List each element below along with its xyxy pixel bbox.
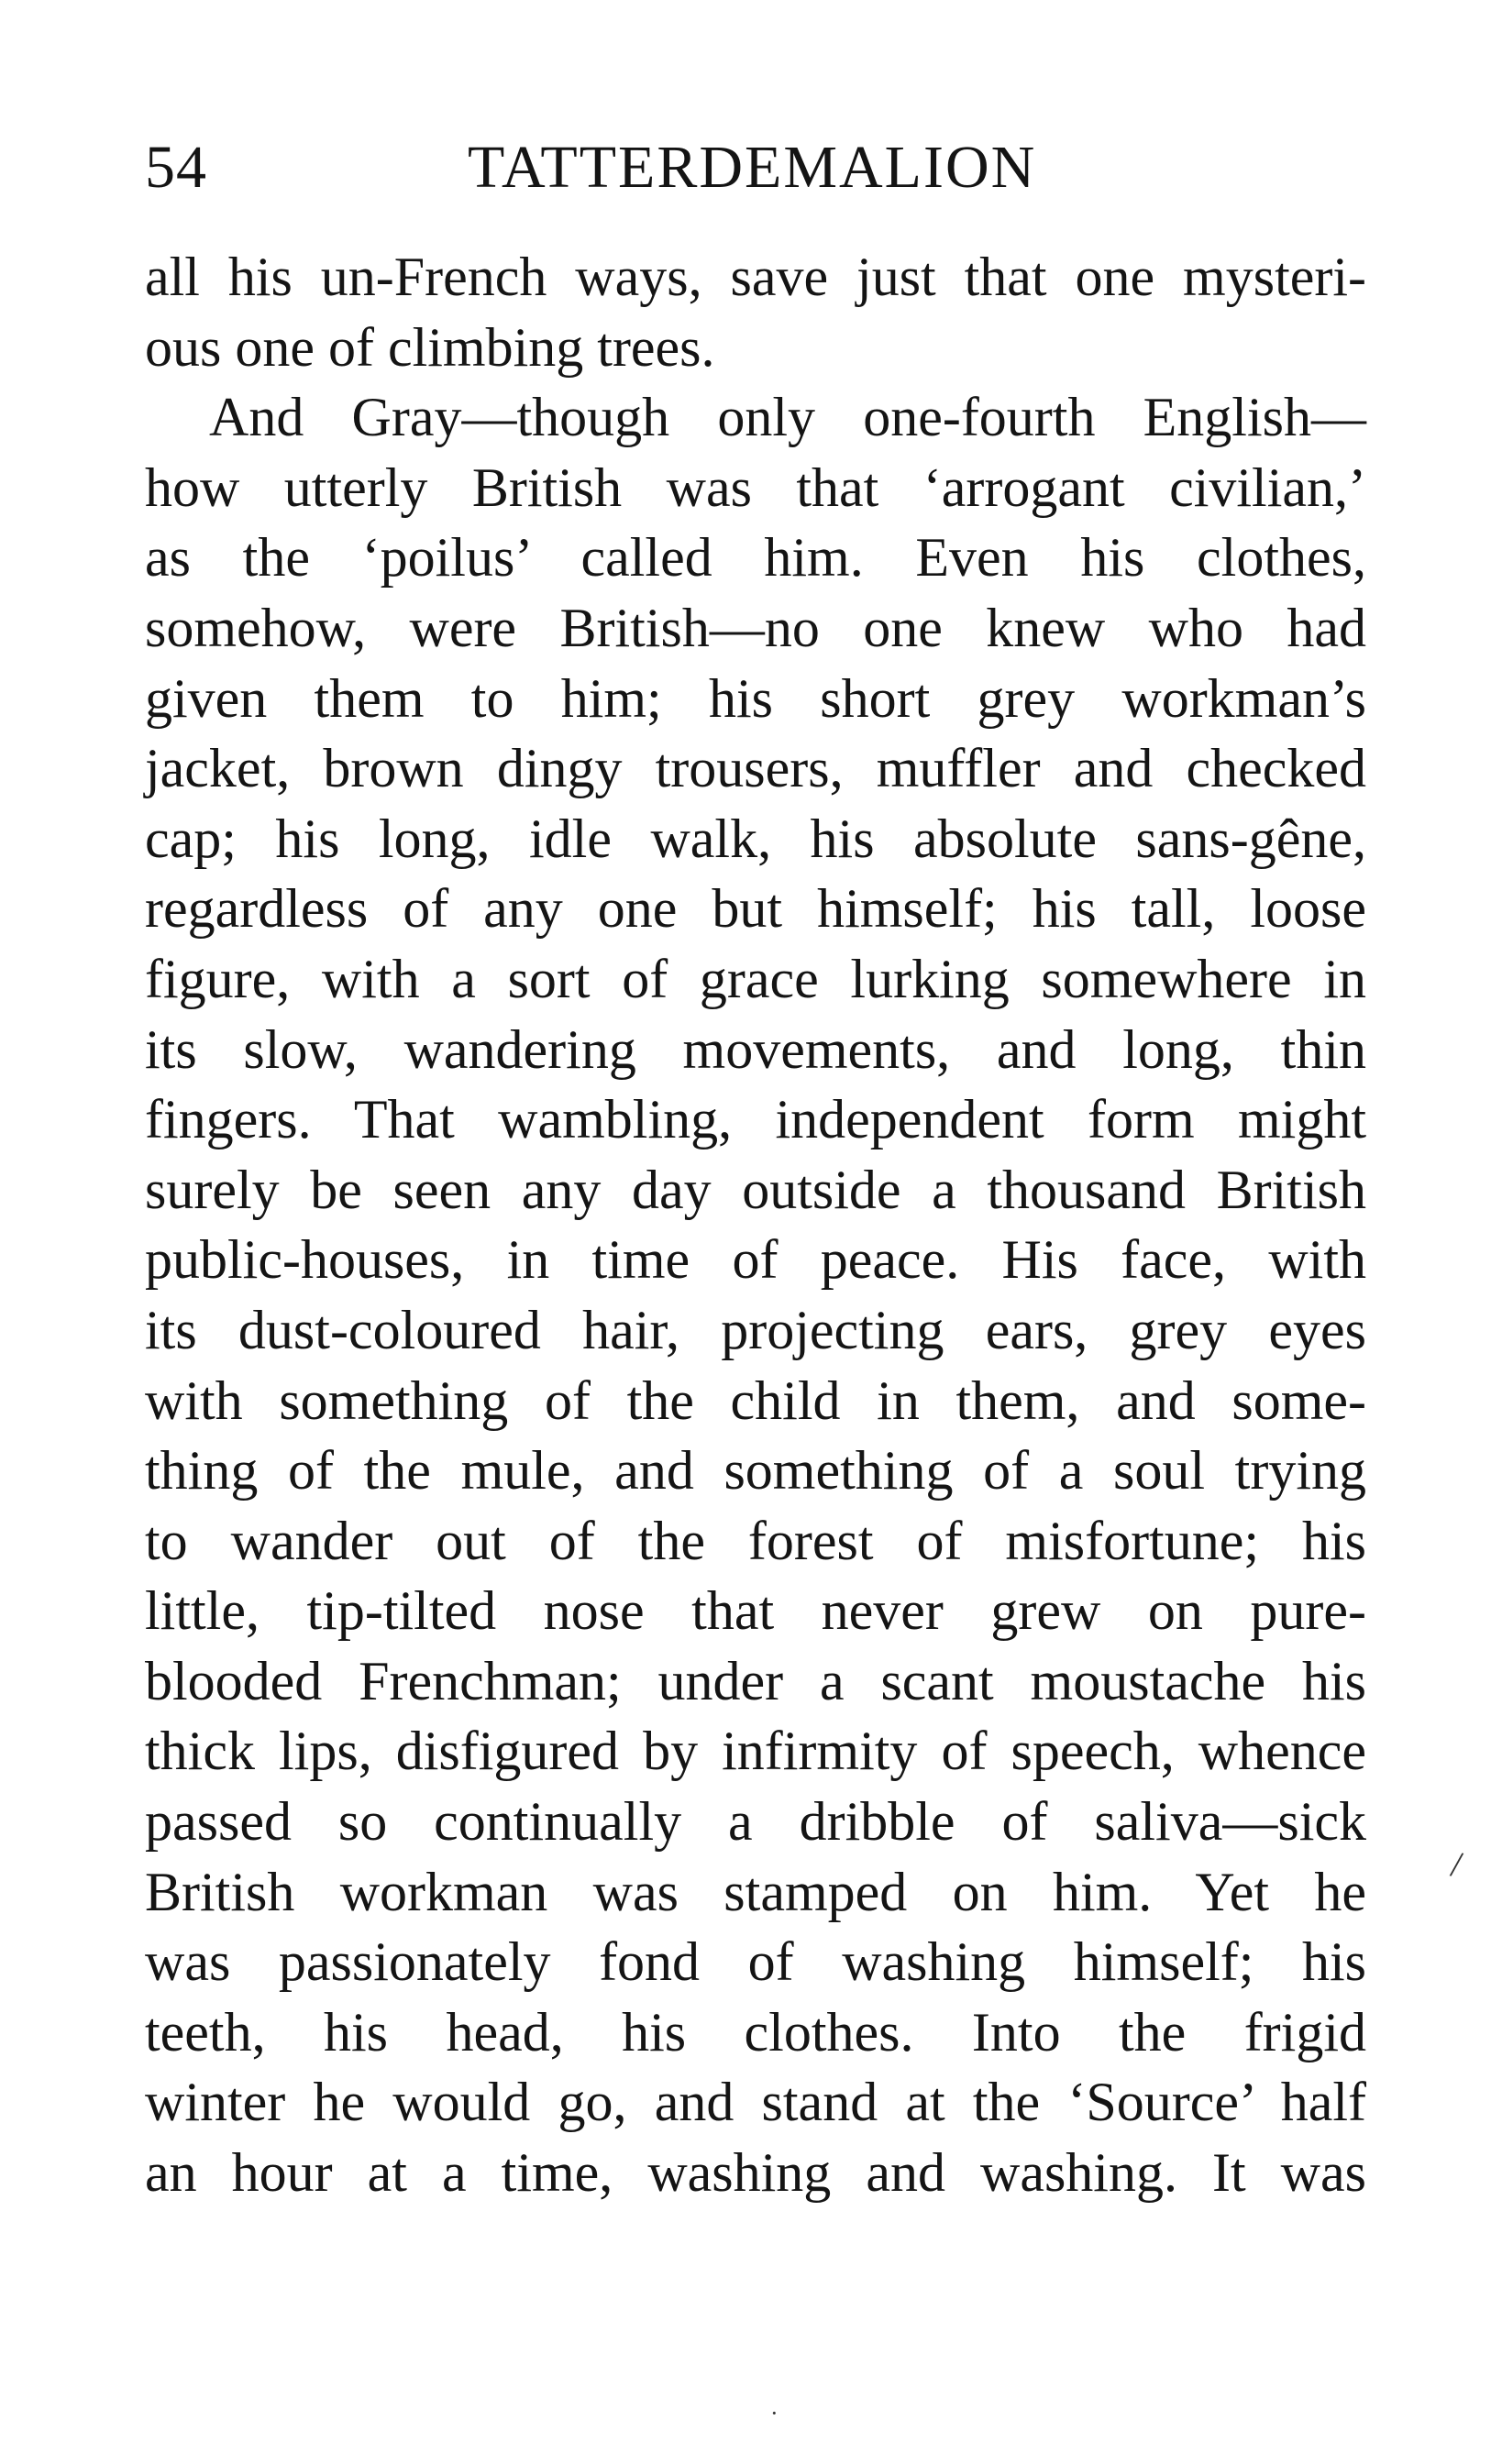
text-line: surely be seen any day outside a thousand British <box>145 1159 1366 1220</box>
text-line: thick lips, disfigured by infirmity of speech, whence <box>145 1721 1366 1782</box>
page-number: 54 <box>145 134 207 201</box>
text-line: And Gray—though only one-fourth English— <box>209 387 1366 448</box>
text-line: an hour at a time, washing and washing. It was <box>145 2142 1366 2204</box>
running-title: TATTERDEMALION <box>468 134 1037 201</box>
text-line: blooded Frenchman; under a scant moustache his <box>145 1650 1366 1711</box>
text-line: was passionately fond of washing himself; his <box>145 1931 1366 1993</box>
text-line: ous one of climbing trees. <box>145 316 715 378</box>
text-line: to wander out of the forest of misfortune; his <box>145 1510 1366 1571</box>
text-line: given them to him; his short grey workman’s <box>145 667 1366 729</box>
stray-mark: · <box>770 2400 779 2426</box>
body-text <box>145 242 1366 2208</box>
text-line: jacket, brown dingy trousers, muffler and checked <box>145 738 1366 799</box>
text-line: all his un-French ways, save just that one mysteri- <box>145 247 1366 307</box>
text-line: its slow, wandering movements, and long, thin <box>145 1018 1366 1080</box>
text-line: teeth, his head, his clothes. Into the frigid <box>145 2001 1366 2062</box>
text-line: passed so continually a dribble of saliva—sick <box>145 1791 1366 1853</box>
text-line: regardless of any one but himself; his tall, loose <box>145 878 1366 940</box>
page-header <box>145 126 1364 209</box>
text-line: fingers. That wambling, independent form might <box>145 1089 1366 1150</box>
text-line: cap; his long, idle walk, his absolute sans-gêne, <box>145 808 1366 869</box>
text-line: how utterly British was that ‘arrogant civilian,’ <box>145 456 1366 518</box>
text-line: its dust-coloured hair, projecting ears, grey eyes <box>145 1299 1366 1360</box>
text-line: public-houses, in time of peace. His face, with <box>145 1229 1366 1291</box>
text-line: figure, with a sort of grace lurking somewhere in <box>145 948 1366 1009</box>
text-line: little, tip-tilted nose that never grew on pure- <box>145 1580 1366 1642</box>
stray-mark: / <box>1448 1842 1465 1886</box>
text-line: winter he would go, and stand at the ‘Source’ half <box>145 2072 1366 2133</box>
text-line: as the ‘poilus’ called him. Even his clothes, <box>145 527 1366 588</box>
text-line: thing of the mule, and something of a soul trying <box>145 1440 1366 1502</box>
text-line: with something of the child in them, and some- <box>145 1370 1366 1431</box>
text-line: somehow, were British—no one knew who had <box>145 597 1366 658</box>
text-line: British workman was stamped on him. Yet he <box>145 1861 1366 1922</box>
